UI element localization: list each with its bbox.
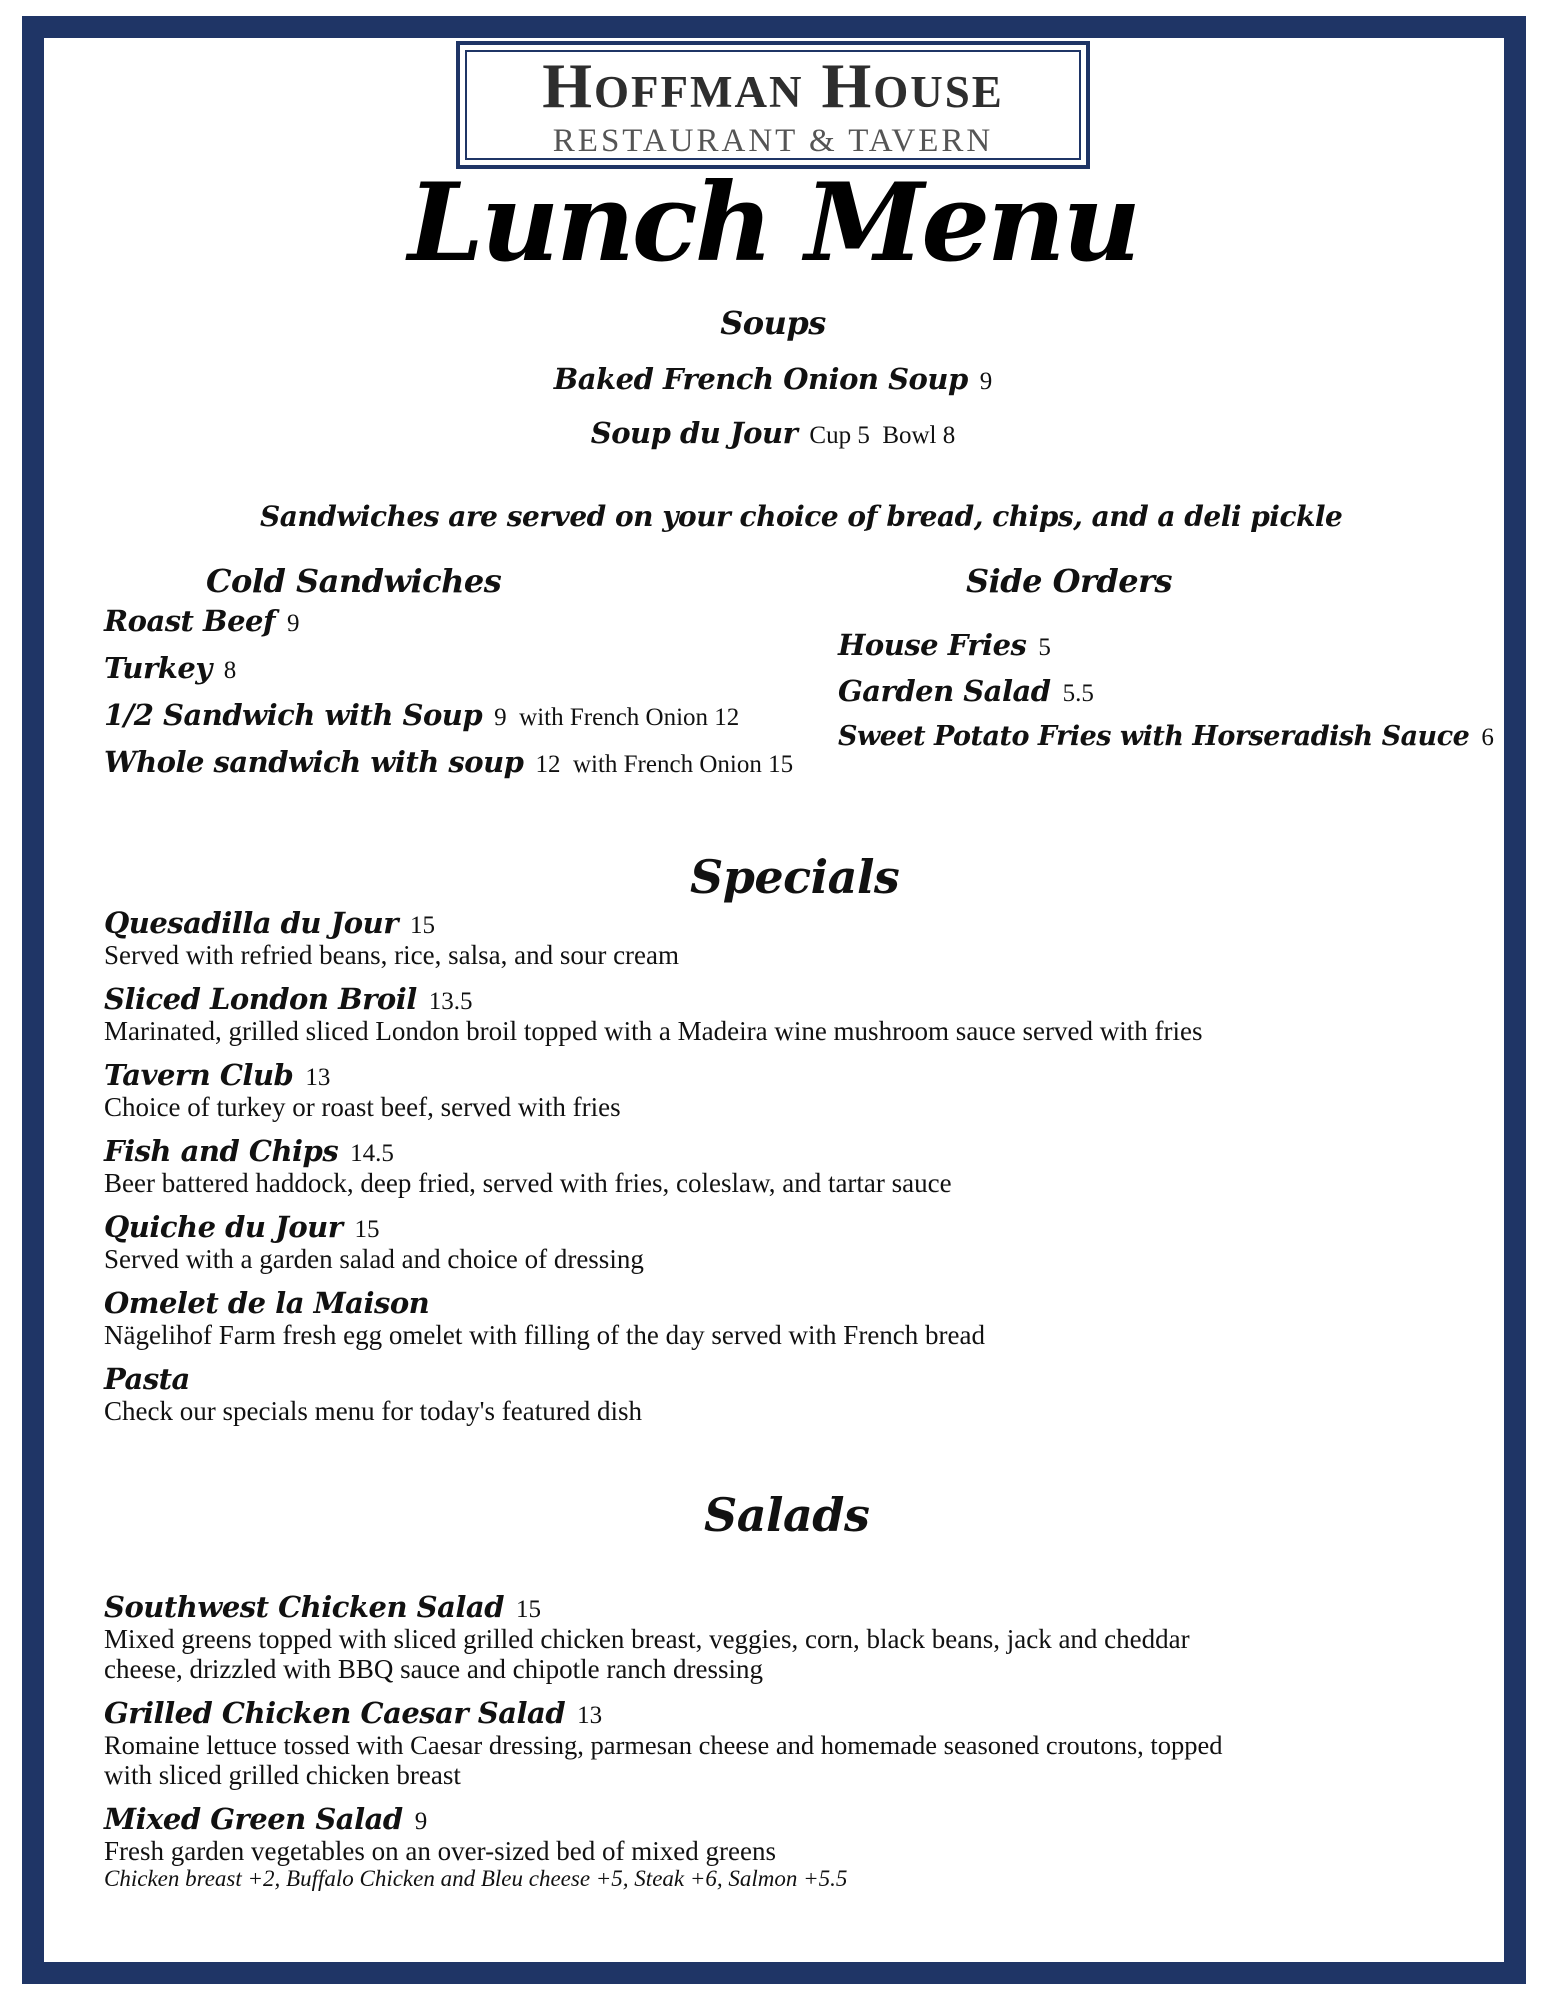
sandwich-item xyxy=(104,745,793,779)
sandwich-name: Roast Beef xyxy=(104,604,275,638)
soup-name: Baked French Onion Soup xyxy=(553,362,968,396)
side-item xyxy=(838,721,1494,752)
salad-name: Mixed Green Salad xyxy=(104,1802,403,1836)
special-item xyxy=(104,1210,644,1274)
special-description: Served with refried beans, rice, salsa, and sour cream xyxy=(104,940,680,970)
salad-name: Grilled Chicken Caesar Salad xyxy=(104,1696,566,1730)
sandwich-item xyxy=(104,651,236,685)
page-title: Lunch Menu xyxy=(407,160,1139,286)
salad-price: 9 xyxy=(414,1808,428,1835)
logo-subtitle: RESTAURANT & TAVERN xyxy=(552,123,994,159)
sandwich-name: Whole sandwich with soup xyxy=(104,745,524,779)
soups-heading: Soups xyxy=(720,304,826,342)
special-description: Marinated, grilled sliced London broil topped with a Madeira wine mushroom sauce served with fries xyxy=(104,1016,1203,1046)
specials-heading: Specials xyxy=(690,850,900,904)
special-price: 15 xyxy=(354,1216,380,1243)
special-price: 13 xyxy=(305,1064,331,1091)
sandwich-item xyxy=(104,698,739,732)
soup-item xyxy=(0,362,1546,396)
salad-description: Mixed greens topped with sliced grilled chicken breast, veggies, corn, black beans, jack and cheddar xyxy=(104,1624,1190,1654)
side-orders-heading: Side Orders xyxy=(966,562,1172,600)
special-item xyxy=(104,1362,642,1426)
salad-price: 15 xyxy=(515,1596,541,1623)
special-description: Nägelihof Farm fresh egg omelet with filling of the day served with French bread xyxy=(104,1320,985,1350)
salad-description: Romaine lettuce tossed with Caesar dressing, parmesan cheese and homemade seasoned croutons, topped xyxy=(104,1730,1223,1760)
special-price: 15 xyxy=(410,912,436,939)
special-description: Beer battered haddock, deep fried, served with fries, coleslaw, and tartar sauce xyxy=(104,1168,952,1198)
sandwich-item xyxy=(104,604,299,638)
sandwich-name: 1/2 Sandwich with Soup xyxy=(104,698,483,732)
special-price: 13.5 xyxy=(428,988,473,1015)
side-price: 5 xyxy=(1038,634,1051,661)
sandwich-price: 9 with French Onion 12 xyxy=(494,704,740,731)
side-name: Sweet Potato Fries with Horseradish Sauce xyxy=(838,721,1470,752)
salad-description: Fresh garden vegetables on an over-sized bed of mixed greens xyxy=(104,1836,776,1866)
special-name: Pasta xyxy=(104,1362,190,1396)
sandwich-price: 12 with French Onion 15 xyxy=(535,751,794,778)
side-name: House Fries xyxy=(838,628,1027,662)
special-item xyxy=(104,1286,985,1350)
side-item xyxy=(838,628,1051,662)
salad-name: Southwest Chicken Salad xyxy=(104,1590,504,1624)
special-description: Choice of turkey or roast beef, served with fries xyxy=(104,1092,621,1122)
special-name: Fish and Chips xyxy=(104,1134,339,1168)
special-item xyxy=(104,906,679,970)
salads-heading: Salads xyxy=(704,1488,870,1542)
sandwich-price: 8 xyxy=(223,657,237,684)
side-item xyxy=(838,674,1094,708)
soup-price: 9 xyxy=(979,368,993,395)
special-name: Quesadilla du Jour xyxy=(104,906,399,940)
special-item xyxy=(104,1058,621,1122)
special-price: 14.5 xyxy=(350,1140,394,1167)
salad-item xyxy=(104,1590,1190,1684)
salad-item xyxy=(104,1696,1223,1790)
special-description: Check our specials menu for today's featured dish xyxy=(104,1396,642,1426)
salad-price: 13 xyxy=(577,1702,603,1729)
special-name: Omelet de la Maison xyxy=(104,1286,430,1320)
salad-addons: Chicken breast +2, Buffalo Chicken and Bleu cheese +5, Steak +6, Salmon +5.5 xyxy=(104,1866,848,1891)
soup-name: Soup du Jour xyxy=(590,416,798,450)
special-name: Tavern Club xyxy=(104,1058,294,1092)
soup-item xyxy=(0,416,1546,450)
logo-name: Hoffman House xyxy=(542,50,1004,121)
soup-price: Cup 5 Bowl 8 xyxy=(809,422,956,449)
special-item xyxy=(104,982,1202,1046)
side-name: Garden Salad xyxy=(838,674,1051,708)
special-name: Quiche du Jour xyxy=(104,1210,343,1244)
sandwich-note: Sandwiches are served on your choice of bread, chips, and a deli pickle xyxy=(260,500,1343,533)
restaurant-logo xyxy=(456,41,1090,169)
salad-description: with sliced grilled chicken breast xyxy=(104,1760,461,1790)
salad-description: cheese, drizzled with BBQ sauce and chipotle ranch dressing xyxy=(104,1654,764,1684)
special-description: Served with a garden salad and choice of dressing xyxy=(104,1244,644,1274)
sandwich-price: 9 xyxy=(286,610,300,637)
side-price: 6 xyxy=(1481,724,1494,751)
cold-sandwiches-heading: Cold Sandwiches xyxy=(206,562,502,600)
salad-item xyxy=(104,1802,847,1892)
special-name: Sliced London Broil xyxy=(104,982,417,1016)
sandwich-name: Turkey xyxy=(104,651,212,685)
special-item xyxy=(104,1134,952,1198)
side-price: 5.5 xyxy=(1062,680,1094,707)
